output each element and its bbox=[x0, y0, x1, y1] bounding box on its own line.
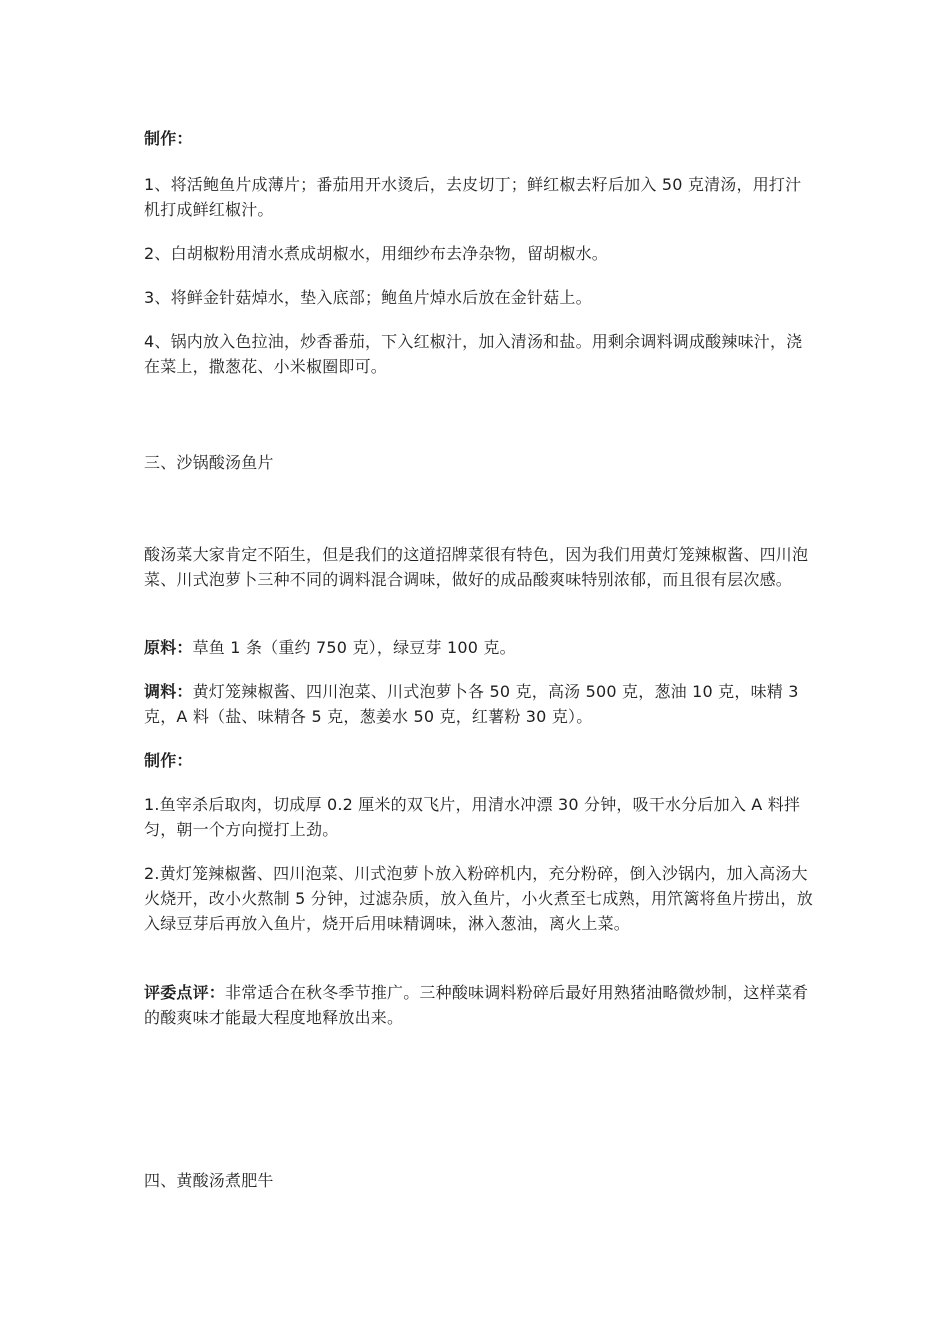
review-label: 评委点评： bbox=[144, 983, 226, 1002]
step-paragraph: 4、锅内放入色拉油，炒香番茄，下入红椒汁，加入清汤和盐。用剩余调料调成酸辣味汁，浇在菜上，撒葱花、小米椒圈即可。 bbox=[144, 332, 803, 376]
intro-paragraph: 酸汤菜大家肯定不陌生，但是我们的这道招牌菜很有特色，因为我们用黄灯笼辣椒酱、四川泡菜、川式泡萝卜三种不同的调料混合调味，做好的成品酸爽味特别浓郁，而且很有层次感。 bbox=[144, 545, 809, 589]
step-paragraph: 1.鱼宰杀后取肉，切成厚 0.2 厘米的双飞片，用清水冲漂 30 分钟，吸干水分后加入 A 料拌匀，朝一个方向搅打上劲。 bbox=[144, 795, 801, 839]
section-title: 四、黄酸汤煮肥牛 bbox=[144, 1171, 274, 1190]
step-paragraph: 1、将活鲍鱼片成薄片；番茄用开水烫后，去皮切丁；鲜红椒去籽后加入 50 克清汤，用打汁机打成鲜红椒汁。 bbox=[144, 175, 802, 219]
review-paragraph bbox=[144, 980, 816, 1030]
step-paragraph: 2、白胡椒粉用清水煮成胡椒水，用细纱布去净杂物，留胡椒水。 bbox=[144, 244, 608, 263]
method-label: 制作： bbox=[144, 751, 193, 770]
seasoning-label: 调料： bbox=[144, 682, 193, 701]
step-paragraph: 3、将鲜金针菇焯水，垫入底部；鲍鱼片焯水后放在金针菇上。 bbox=[144, 288, 592, 307]
review-text: 非常适合在秋冬季节推广。三种酸味调料粉碎后最好用熟猪油略微炒制，这样菜肴的酸爽味才能最大程度地释放出来。 bbox=[144, 983, 809, 1027]
step-paragraph: 2.黄灯笼辣椒酱、四川泡菜、川式泡萝卜放入粉碎机内，充分粉碎，倒入沙锅内，加入高汤大火烧开，改小火熬制 5 分钟，过滤杂质，放入鱼片，小火煮至七成熟，用笊篱将鱼片捞出，放入绿豆芽后再放入鱼片，烧开后用味精调味，淋入葱油，离火上菜。 bbox=[144, 864, 813, 933]
method-label: 制作： bbox=[144, 129, 193, 148]
section-title: 三、沙锅酸汤鱼片 bbox=[144, 453, 274, 472]
ingredients-text: 草鱼 1 条（重约 750 克），绿豆芽 100 克。 bbox=[192, 638, 516, 657]
ingredients-paragraph bbox=[144, 635, 816, 660]
seasoning-text: 黄灯笼辣椒酱、四川泡菜、川式泡萝卜各 50 克，高汤 500 克，葱油 10 克，味精 3 克，A 料（盐、味精各 5 克，葱姜水 50 克，红薯粉 30 克）。 bbox=[144, 682, 799, 726]
seasoning-paragraph bbox=[144, 679, 816, 729]
method-heading bbox=[144, 126, 816, 151]
method-heading bbox=[144, 748, 816, 773]
ingredients-label: 原料： bbox=[144, 638, 193, 657]
